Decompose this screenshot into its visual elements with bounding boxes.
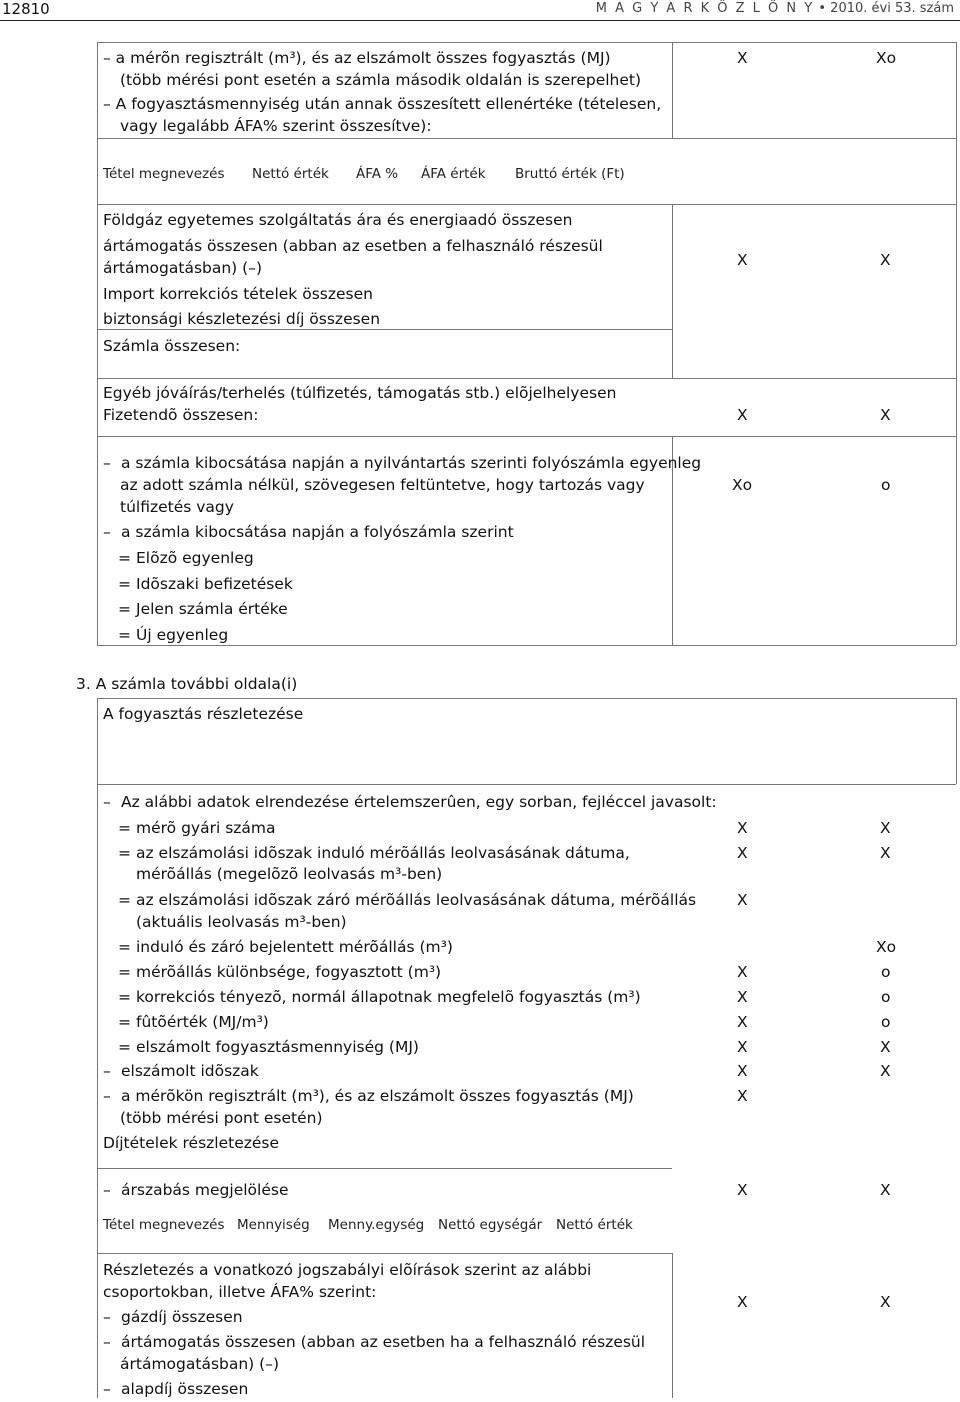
balance-text-8: Új egyenleg [136,626,229,644]
details-mark-2: X [880,1293,891,1311]
row-5-text: mérõállás különbsége, fogyasztott (m³) [136,963,442,981]
t1-mark-2: X [880,251,891,269]
other-mark-1: X [737,406,748,424]
row-6-text: korrekciós tényezõ, normál állapotnak megfelelõ fogyasztás (m³) [136,988,641,1006]
t1-row-3: Import korrekciós tételek összesen [103,285,373,303]
balance-line-8: = Új egyenleg [118,626,229,644]
balance-line-3: túlfizetés vagy [120,498,234,516]
period-m2: X [880,1062,891,1080]
balance-line-1: – a számla kibocsátása napján a nyilvántartás szerinti folyószámla egyenleg [103,454,702,472]
frame2-right [956,698,957,784]
top-mark-1: X [737,49,748,67]
balance-line-2: az adott számla nélkül, szövegesen feltüntetve, hogy tartozás vagy [120,476,645,494]
details-line-5: ártámogatásban) (–) [120,1355,279,1373]
details-mark-1: X [737,1293,748,1311]
t2-col-net: Nettó érték [556,1217,633,1233]
journal-header [596,1,954,17]
journal-title: M A G Y A R K Ö Z L Ö N Y [595,1,815,16]
intro: – Az alábbi adatok elrendezése értelemszerûen, egy sorban, fejléccel javasolt: [103,793,717,811]
details-text-4: ártámogatás összesen (abban az esetben ha a felhasználó részesül [121,1333,646,1351]
t1-row-2b: ártámogatásban) (–) [103,259,262,277]
details-line-1: Részletezés a vonatkozó jogszabályi elõírások szerint az alábbi [103,1261,592,1279]
t1-row-4: biztonsági készletezési díj összesen [103,310,381,328]
t1-mark-1: X [737,251,748,269]
details-line-6: – alapdíj összesen [103,1380,249,1398]
intro-text: Az alábbi adatok elrendezése értelemszerûen, egy sorban, fejléccel javasolt: [121,793,717,811]
balance-text-4: a számla kibocsátása napján a folyószámla szerint [121,523,514,541]
row-1: = mérõ gyári száma [118,819,276,837]
other-mark-2: X [880,406,891,424]
divider-top [672,42,673,138]
section3-title: 3. A számla további oldala(i) [76,675,298,693]
frame-top [97,42,956,43]
pricing-row: – árszabás megjelölése [103,1181,289,1199]
top-line-1: – a mérõn regisztrált (m³), és az elszámolt összes fogyasztás (MJ) [103,49,611,67]
balance-text-7: Jelen számla értéke [136,600,288,618]
period-m1: X [737,1062,748,1080]
row-1-m2: X [880,819,891,837]
details-text-6: alapdíj összesen [121,1380,249,1398]
other-line-1: Egyéb jóváírás/terhelés (túlfizetés, támogatás stb.) elõjelhelyesen [103,384,617,402]
t1-row-1: Földgáz egyetemes szolgáltatás ára és energiaadó összesen [103,211,573,229]
t2-col-unitprice: Nettó egységár [438,1217,543,1233]
rule [97,645,956,646]
meters-row: – a mérõkön regisztrált (m³), és az elszámolt összes fogyasztás (MJ) [103,1087,634,1105]
period-text: elszámolt idõszak [121,1062,259,1080]
other-line-2: Fizetendõ összesen: [103,406,259,424]
meters-text: a mérõkön regisztrált (m³), és az elszámolt összes fogyasztás (MJ) [121,1087,634,1105]
page-number: 12810 [2,0,50,18]
row-3-m1: X [737,891,748,909]
frame2-left [97,698,98,1398]
t1-row-2a: ártámogatás összesen (abban az esetben a felhasználó részesül [103,237,603,255]
row-4: = induló és záró bejelentett mérõállás (m³) [118,938,453,956]
top-line-2: (több mérési pont esetén a számla második oldalán is szerepelhet) [120,71,642,89]
balance-text-1: a számla kibocsátása napján a nyilvántartás szerinti folyószámla egyenleg [121,454,702,472]
row-2: = az elszámolási idõszak induló mérõállás leolvasásának dátuma, [118,844,630,862]
row-5-m2: o [881,963,891,981]
balance-mark-2: o [881,476,891,494]
balance-text-6: Idõszaki befizetések [136,575,293,593]
t1-col-gross: Bruttó érték (Ft) [515,166,625,182]
row-4-m2: Xo [876,938,897,956]
rule [97,138,956,139]
row-3-cont: (aktuális leolvasás m³-ben) [136,913,347,931]
details-text-3: gázdíj összesen [121,1308,243,1326]
pricing-text: árszabás megjelölése [121,1181,289,1199]
row-3-text: az elszámolási idõszak záró mérõállás leolvasásának dátuma, mérõállás [136,891,697,909]
issue: 2010. évi 53. szám [830,1,954,16]
fees-title: Díjtételek részletezése [103,1134,280,1152]
row-2-cont: mérõállás (megelõzõ leolvasás m³-ben) [136,865,443,883]
row-2-m1: X [737,844,748,862]
row-2-m2: X [880,844,891,862]
row-7-m1: X [737,1013,748,1031]
rule [97,1253,672,1254]
row-7-m2: o [881,1013,891,1031]
top-mark-2: Xo [876,49,897,67]
balance-line-7: = Jelen számla értéke [118,600,288,618]
row-5: = mérõállás különbsége, fogyasztott (m³) [118,963,442,981]
t1-col-vat-pct: ÁFA % [356,166,399,182]
row-2-text: az elszámolási idõszak induló mérõállás leolvasásának dátuma, [136,844,630,862]
t1-row-5: Számla összesen: [103,337,241,355]
pricing-m2: X [880,1181,891,1199]
frame-left [97,42,98,645]
pricing-m1: X [737,1181,748,1199]
details-line-2: csoportokban, illetve ÁFA% szerint: [103,1283,377,1301]
balance-line-6: = Idõszaki befizetések [118,575,293,593]
top-line-3: – A fogyasztásmennyiség után annak összesített ellenértéke (tételesen, [103,95,662,113]
balance-line-5: = Elõzõ egyenleg [118,549,254,567]
header-rule [0,20,960,21]
row-6-m2: o [881,988,891,1006]
rule [97,329,672,330]
rule [97,1168,672,1169]
frame-right [956,42,957,645]
rule [97,784,956,785]
details-line-3: – gázdíj összesen [103,1308,243,1326]
t1-col-net: Nettó érték [252,166,329,182]
frame2-top [97,698,956,699]
box-title: A fogyasztás részletezése [103,705,304,723]
bullet: • [818,1,827,16]
divider-t1 [672,204,673,378]
row-5-m1: X [737,963,748,981]
t1-col-vat: ÁFA érték [421,166,486,182]
rule [97,378,956,379]
t2-col-qty: Mennyiség [237,1217,310,1233]
balance-text-5: Elõzõ egyenleg [136,549,254,567]
balance-line-4: – a számla kibocsátása napján a folyószámla szerint [103,523,514,541]
t1-col-name: Tétel megnevezés [103,166,225,182]
t2-col-name: Tétel megnevezés [103,1217,225,1233]
rule [97,436,956,437]
row-1-m1: X [737,819,748,837]
meters-cont: (több mérési pont esetén) [120,1109,323,1127]
row-6-m1: X [737,988,748,1006]
row-7-text: fûtõérték (MJ/m³) [136,1013,269,1031]
row-3: = az elszámolási idõszak záró mérõállás leolvasásának dátuma, mérõállás [118,891,697,909]
row-8-m2: X [880,1038,891,1056]
period-row: – elszámolt idõszak [103,1062,259,1080]
top-line-4: vagy legalább ÁFA% szerint összesítve): [120,117,432,135]
balance-mark-1: Xo [732,476,753,494]
row-4-text: induló és záró bejelentett mérõállás (m³) [136,938,453,956]
row-1-text: mérõ gyári száma [136,819,276,837]
row-6: = korrekciós tényezõ, normál állapotnak megfelelõ fogyasztás (m³) [118,988,641,1006]
row-8: = elszámolt fogyasztásmennyiség (MJ) [118,1038,419,1056]
row-8-m1: X [737,1038,748,1056]
details-line-4: – ártámogatás összesen (abban az esetben ha a felhasználó részesül [103,1333,646,1351]
meters-m1: X [737,1087,748,1105]
row-7: = fûtõérték (MJ/m³) [118,1013,269,1031]
rule [97,204,956,205]
row-8-text: elszámolt fogyasztásmennyiség (MJ) [136,1038,419,1056]
t2-col-unit: Menny.egység [328,1217,425,1233]
divider-t2 [672,1253,673,1398]
